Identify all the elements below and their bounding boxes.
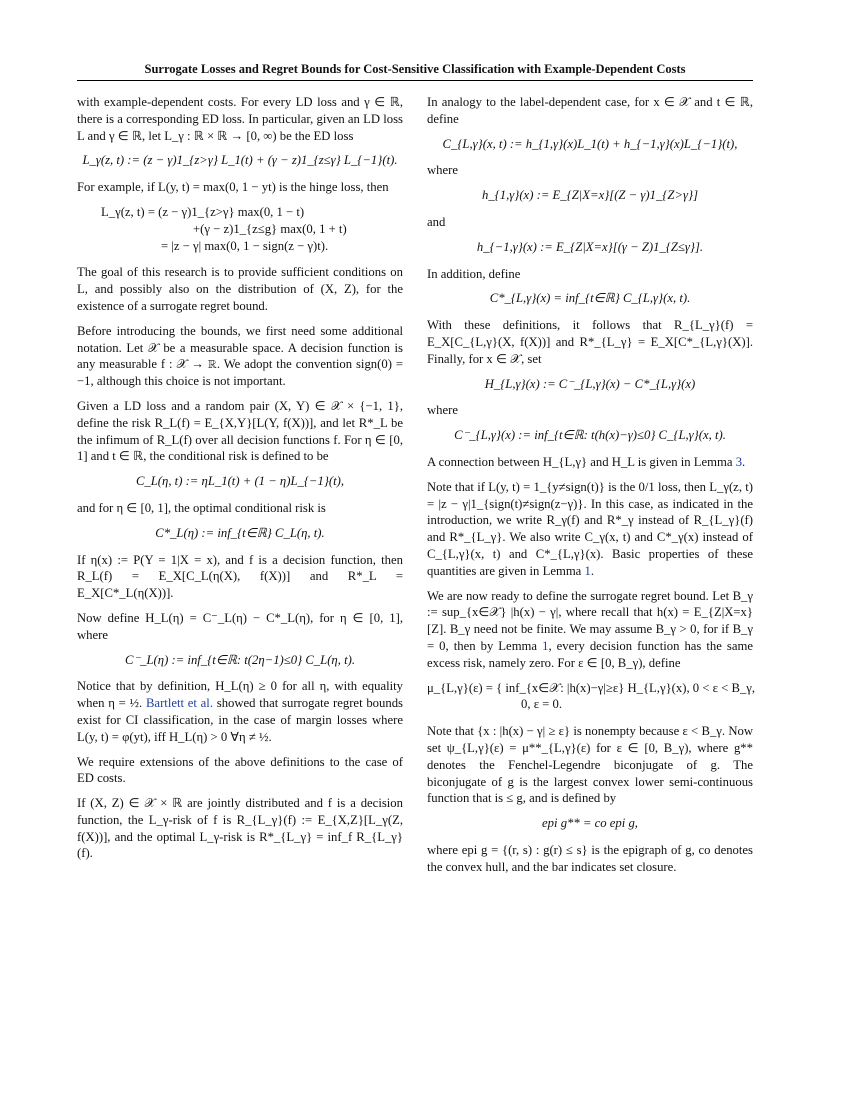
paragraph: With these definitions, it follows that R_{L_γ}(f) = E_X[C_{L,γ}(X, f(X))] and R*_{L_γ} = E_X[C*_{L,γ}(X)]. Finally, for x ∈ 𝒳, set (427, 318, 753, 366)
paragraph: and for η ∈ [0, 1], the optimal conditional risk is (77, 500, 326, 515)
equation-line: L_γ(z, t) = (z − γ)1_{z>γ} max(0, 1 − t) (101, 204, 305, 219)
equation: C_L(η, t) := ηL_1(t) + (1 − η)L_{−1}(t), (135, 474, 345, 489)
left-column (77, 94, 403, 870)
equation-line: 0, ε = 0. (521, 697, 563, 712)
paragraph: A connection between H_{L,γ} and H_L is given in Lemma 3. (427, 454, 746, 469)
equation-line: μ_{L,γ}(ε) = { inf_{x∈𝒳: |h(x)−γ|≥ε} H_{L,γ}(x), 0 < ε < B_γ, (427, 680, 756, 695)
equation: C*_{L,γ}(x) = inf_{t∈ℝ} C_{L,γ}(x, t). (489, 291, 691, 306)
equation-cases (427, 680, 756, 714)
paragraph: We require extensions of the above definitions to the case of ED costs. (77, 754, 403, 786)
lemma-link[interactable]: 1 (542, 638, 549, 653)
paragraph: Given a LD loss and a random pair (X, Y) ∈ 𝒳 × {−1, 1}, define the risk R_L(f) = E_{X,Y}[L(Y, f(X))], and let R*_L be the infimum of R_L(f) over all decision functions f. For η ∈ [0, 1] and t ∈ ℝ, the conditional risk is defined to be (77, 398, 403, 464)
paragraph: In analogy to the label-dependent case, for x ∈ 𝒳 and t ∈ ℝ, define (427, 95, 753, 126)
equation: h_{−1,γ}(x) := E_{Z|X=x}[(γ − Z)1_{Z≤γ}]. (476, 239, 704, 254)
equation-line: +(γ − z)1_{z≤g} max(0, 1 + t) (193, 221, 347, 236)
paragraph: If η(x) := P(Y = 1|X = x), and f is a decision function, then R_L(f) = E_X[C_L(η(X), f(X))] and R*_L = E_X[C*_L(η(X))]. (77, 552, 403, 601)
equation: C*_L(η) := inf_{t∈ℝ} C_L(η, t). (155, 525, 325, 540)
lemma-link[interactable]: 3 (735, 454, 743, 469)
equation-aligned (77, 204, 403, 254)
equation: L_γ(z, t) := (z − γ)1_{z>γ} L_1(t) + (γ − z)1_{z≤γ} L_{−1}(t). (82, 153, 398, 168)
equation-line: = |z − γ| max(0, 1 − sign(z − γ)t). (161, 238, 329, 253)
paragraph: For example, if L(y, t) = max(0, 1 − yt) is the hinge loss, then (77, 180, 389, 195)
paragraph: and (427, 214, 446, 229)
equation: C⁻_{L,γ}(x) := inf_{t∈ℝ: t(h(x)−γ)≤0} C_{L,γ}(x, t). (454, 428, 726, 443)
equation: C_{L,γ}(x, t) := h_{1,γ}(x)L_1(t) + h_{−1,γ}(x)L_{−1}(t), (442, 136, 738, 151)
equation: C⁻_L(η) := inf_{t∈ℝ: t(2η−1)≤0} C_L(η, t). (125, 652, 355, 667)
text: showed that surrogate regret bounds exist for CI classification, in the case of margin losses where L(y, t) = φ(yt), iff H_L(η) > 0 ∀η ≠ ½. (77, 696, 403, 744)
text: , every decision function has the same excess risk, namely zero. For ε ∈ [0, B_γ), define (427, 638, 753, 670)
paragraph (77, 678, 403, 745)
paragraph: In addition, define (427, 266, 521, 281)
paragraph: where epi g = {(r, s) : g(r) ≤ s} is the epigraph of g, co denotes the convex hull, and the bar indicates set closure. (427, 842, 753, 874)
text: We are now ready to define the surrogate regret bound. Let B_γ := sup_{x∈𝒳} |h(x) − γ|, where recall that h(x) = E_{Z|X=x}[Z]. B_γ need not be finite. We may assume B_γ > 0, for if B_γ = 0, then by Lemma (427, 588, 753, 653)
paragraph: If (X, Z) ∈ 𝒳 × ℝ are jointly distributed and f is a decision function, the L_γ-risk of f is R_{L_γ}(f) := E_{X,Z}[L_γ(Z, f(X))], and the optimal L_γ-risk is R*_{L_γ} = inf_f R_{L_γ}(f). (77, 796, 403, 861)
equation: h_{1,γ}(x) := E_{Z|X=x}[(Z − γ)1_{Z>γ}] (481, 188, 699, 203)
paragraph: Before introducing the bounds, we first need some additional notation. Let 𝒳 be a measurable space. A decision function is any measurable f : 𝒳 → ℝ. We adopt the convention sign(0) = −1, although this choice is not important. (77, 323, 403, 389)
paragraph: with example-dependent costs. For every LD loss and γ ∈ ℝ, there is a corresponding ED loss. In particular, given an LD loss L and γ ∈ ℝ, let L_γ : ℝ × ℝ → [0, ∞) be the ED loss (77, 95, 403, 143)
header-rule (77, 80, 753, 81)
citation-link[interactable]: Bartlett et al. (145, 696, 214, 711)
paragraph: Note that if L(y, t) = 1_{y≠sign(t)} is the 0/1 loss, then L_γ(z, t) = |z − γ|1_{sign(t)≠sign(z−γ)}. In this case, as indicated in the introduction, we write R_γ(f) and R*_γ instead of R_{L_γ}(f) and R*_{L_γ}. We also write C_γ(x, t) and C*_γ(x) instead of C_{L,γ}(x, t) and C*_{L,γ}(x). Basic properties of these quantities are given in Lemma 1. (427, 479, 753, 578)
equation: H_{L,γ}(x) := C⁻_{L,γ}(x) − C*_{L,γ}(x) (484, 376, 696, 391)
paragraph: where (427, 163, 458, 178)
text: A connection between H_{L,γ} and H_L is given in Lemma (427, 454, 733, 469)
running-header: Surrogate Losses and Regret Bounds for Cost-Sensitive Classification with Example-Dependent Costs (144, 62, 686, 76)
paragraph: where (427, 403, 458, 418)
paragraph: The goal of this research is to provide sufficient conditions on L, and possibly also on the distribution of (X, Z), for the existence of a surrogate regret bound. (77, 265, 403, 313)
lemma-link[interactable]: 1 (584, 563, 591, 578)
paragraph: Note that {x : |h(x) − γ| ≥ ε} is nonempty because ε < B_γ. Now set ψ_{L,γ}(ε) = μ**_{L,γ}(ε) for ε ∈ [0, B_γ), where g** denotes the Fenchel-Legendre biconjugate of g. The biconjugate of g is the largest convex lower semi-continuous function that is ≤ g, and is defined by (427, 724, 753, 806)
right-column (427, 94, 756, 883)
text: Note that if L(y, t) = 1_{y≠sign(t)} is the 0/1 loss, then L_γ(z, t) = |z − γ|1_{sign(t)≠sign(z−γ)}. In this case, as indicated in the introduction, we write R_γ(f) and R*_γ instead of R_{L_γ}(f) and R*_{L_γ}. We also write C_γ(x, t) and C*_γ(x) instead of C_{L,γ}(x, t) and C*_{L,γ}(x). Basic properties of these quantities are given in Lemma (427, 479, 753, 578)
text: Notice that by definition, H_L(η) ≥ 0 for all η, with equality when η = ½. (77, 679, 403, 711)
paragraph (427, 588, 753, 672)
equation: epi g** = co epi g, (542, 816, 638, 831)
paragraph: Now define H_L(η) = C⁻_L(η) − C*_L(η), for η ∈ [0, 1], where (77, 610, 403, 642)
